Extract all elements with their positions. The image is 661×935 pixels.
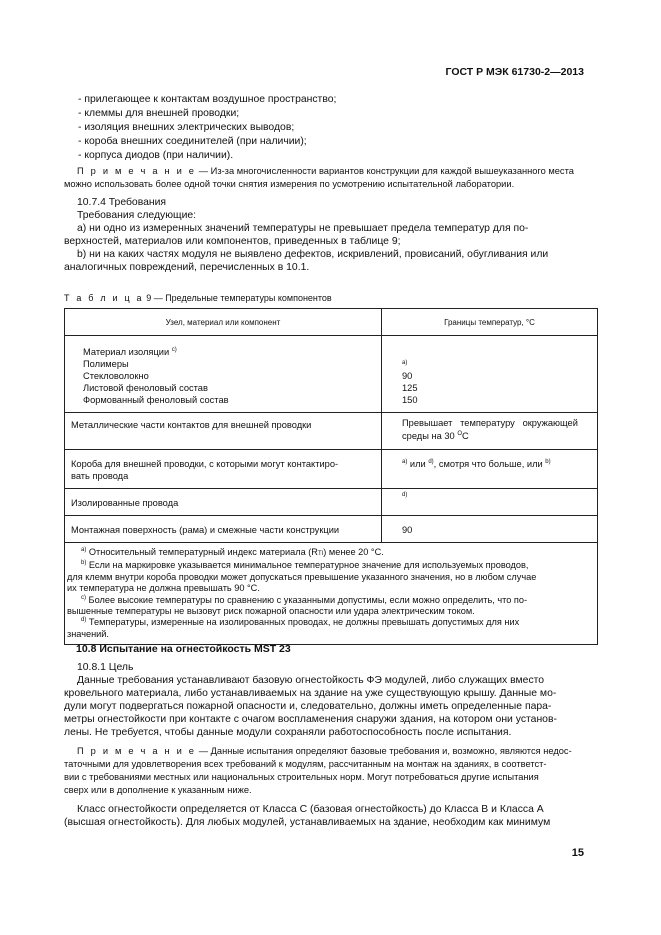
cell-text: Полимеры [83, 359, 129, 369]
section-10-8-1 [64, 661, 584, 739]
document-header: ГОСТ Р МЭК 61730-2—2013 [445, 66, 584, 78]
cell-value: 90 [402, 371, 413, 381]
footnote-text: вышенные температуры не вызовут риск пожарной опасности или удара электрическим током. [67, 606, 475, 617]
note-text: — Данные испытания определяют базовые требования и, возможно, являются недос- [196, 746, 572, 756]
footnote-text: ) менее 20 °С. [323, 547, 384, 557]
footnote-ref: c) [171, 346, 177, 353]
cell-text: Монтажная поверхность (рама) и смежные части конструкции [65, 516, 382, 543]
list-item: - изоляция внешних электрических выводов; [78, 122, 295, 133]
table-footnotes [65, 543, 598, 645]
cell-value: Превышает температуру окружающей [402, 418, 578, 428]
footnote-text: Более высокие температуры по сравнению с указанными допустимы, если можно определить, что по- [86, 594, 528, 605]
degree-sign: O [457, 430, 462, 437]
cell-value: среды на 30 [402, 431, 455, 441]
footnote-text: Относительный температурный индекс материала (R [86, 547, 318, 557]
cell-text: Листовой феноловый состав [83, 383, 208, 393]
footnote-ref: a) [402, 360, 408, 366]
note-measurement-points [64, 165, 590, 191]
subscript: TI [317, 551, 324, 557]
list-item: - прилегающее к контактам воздушное пространство; [78, 94, 337, 105]
footnote-ref: d) [428, 458, 434, 465]
requirement-b-cont: аналогичных повреждений, перечисленных в 10.1. [64, 262, 310, 273]
footnote-ref: a) [402, 458, 408, 465]
temperature-limits-table [64, 308, 598, 645]
table-row [65, 450, 598, 489]
caption-label: Т а б л и ц а [64, 293, 144, 303]
note-text: таточными для удовлетворения всех требований к модулям, рассчитанным на монтаж на зданиях, в соответст- [64, 759, 547, 769]
note-text: можно использовать более одной точки снятия измерения по усмотрению испытательной лаборатории. [64, 179, 515, 189]
page-number: 15 [571, 847, 584, 859]
paragraph-line: Данные требования устанавливают базовую огнестойкость ФЭ модулей, либо служащих вместо [77, 675, 545, 686]
cell-text: вать провода [71, 471, 129, 481]
paragraph-line: лены. Не требуется, чтобы данные модули сохраняли работоспособность после испытания. [64, 727, 512, 738]
paragraph-line: (высшая огнестойкость). Для любых модулей, устанавливаемых на здание, необходим как минимум [64, 817, 551, 828]
note-text: — Из-за многочисленности вариантов конструкции для каждой вышеуказанного места [196, 166, 574, 176]
list-item: - клеммы для внешней проводки; [78, 108, 240, 119]
note-label: П р и м е ч а н и е [77, 166, 197, 176]
table-row [65, 516, 598, 543]
cell-value: 125 [402, 383, 418, 393]
cell-text: Изолированные провода [65, 489, 382, 516]
paragraph: Требования следующие: [77, 210, 197, 221]
footnote-ref: d) [402, 491, 408, 498]
footnote-text: значений. [67, 628, 109, 639]
requirement-a-cont: верхностей, материалов или компонентов, приведенных в таблице 9; [64, 236, 401, 247]
location-list [78, 93, 598, 163]
footnote-text: для клемм внутри короба проводки может допускаться превышение указанного значения, но в любом случае [67, 571, 537, 582]
cell-text: Стекловолокно [83, 371, 149, 381]
list-item: - корпуса диодов (при наличии). [78, 150, 234, 161]
paragraph-line: метры огнестойкости при контакте с очагом воспламенения снаружи здания, на котором они установ- [64, 714, 557, 725]
table-row [65, 413, 598, 450]
note-text: сверх или в дополнение к указанным ниже. [64, 785, 252, 795]
footnote-mark: c) [81, 594, 86, 601]
paragraph-line: дули могут подвергаться пожарной опасности и, следовательно, должны иметь определенные пара- [64, 701, 552, 712]
section-10-7-4 [64, 196, 584, 274]
footnote-mark: b) [81, 560, 87, 567]
footnote-mark: a) [81, 546, 87, 553]
cell-text: Металлические части контактов для внешней проводки [65, 413, 382, 450]
table-caption [64, 292, 332, 305]
table-row [65, 336, 598, 413]
paragraph-line: Класс огнестойкости определяется от Класса С (базовая огнестойкость) до Класса В и Класса А [77, 804, 544, 815]
paragraph-line: кровельного материала, либо устанавливаемых на здание на уже существующую крышу. Данные мо- [64, 688, 557, 699]
note-label: П р и м е ч а н и е [77, 746, 197, 756]
caption-text: 9 — Предельные температуры компонентов [143, 293, 332, 303]
cell-unit: C [461, 431, 469, 441]
requirement-a: а) ни одно из измеренных значений температуры не превышает предела температур для по- [77, 223, 529, 234]
cell-text: Формованный феноловый состав [83, 395, 229, 405]
cell-value: 90 [382, 516, 598, 543]
section-10-8-heading: 10.8 Испытание на огнестойкость MST 23 [76, 643, 291, 655]
column-header: Узел, материал или компонент [65, 309, 382, 336]
cell-value: , смотря что больше, или [433, 459, 546, 469]
footnote-ref: b) [545, 458, 551, 465]
requirement-b: b) ни на каких частях модуля не выявлено дефектов, искривлений, провисаний, обугливания или [77, 249, 549, 260]
cell-text: Материал изоляции [83, 347, 170, 357]
cell-text: Короба для внешней проводки, с которыми могут контактиро- [71, 459, 339, 469]
list-item: - короба внешних соединителей (при наличии); [78, 136, 307, 147]
footnote-text: их температура не должна превышать 90 °С. [67, 583, 260, 594]
footnote-mark: d) [81, 617, 87, 624]
cell-value: или [407, 459, 429, 469]
column-header: Границы температур, °С [382, 309, 598, 336]
subsection-heading: 10.8.1 Цель [77, 662, 134, 673]
table-row [65, 489, 598, 516]
footnote-text: Если на маркировке указывается минимальное температурное значение для используемых проводов, [86, 560, 529, 571]
paragraph-fire-class [64, 803, 584, 829]
note-text: вии с требованиями местных или национальных строительных норм. Могут потребоваться другие испытания [64, 772, 539, 782]
section-heading: 10.7.4 Требования [77, 197, 167, 208]
footnote-text: Температуры, измеренные на изолированных проводах, не должны превышать допустимых для них [86, 617, 520, 628]
note-fire-tests [64, 745, 590, 797]
cell-value: 150 [402, 395, 418, 405]
